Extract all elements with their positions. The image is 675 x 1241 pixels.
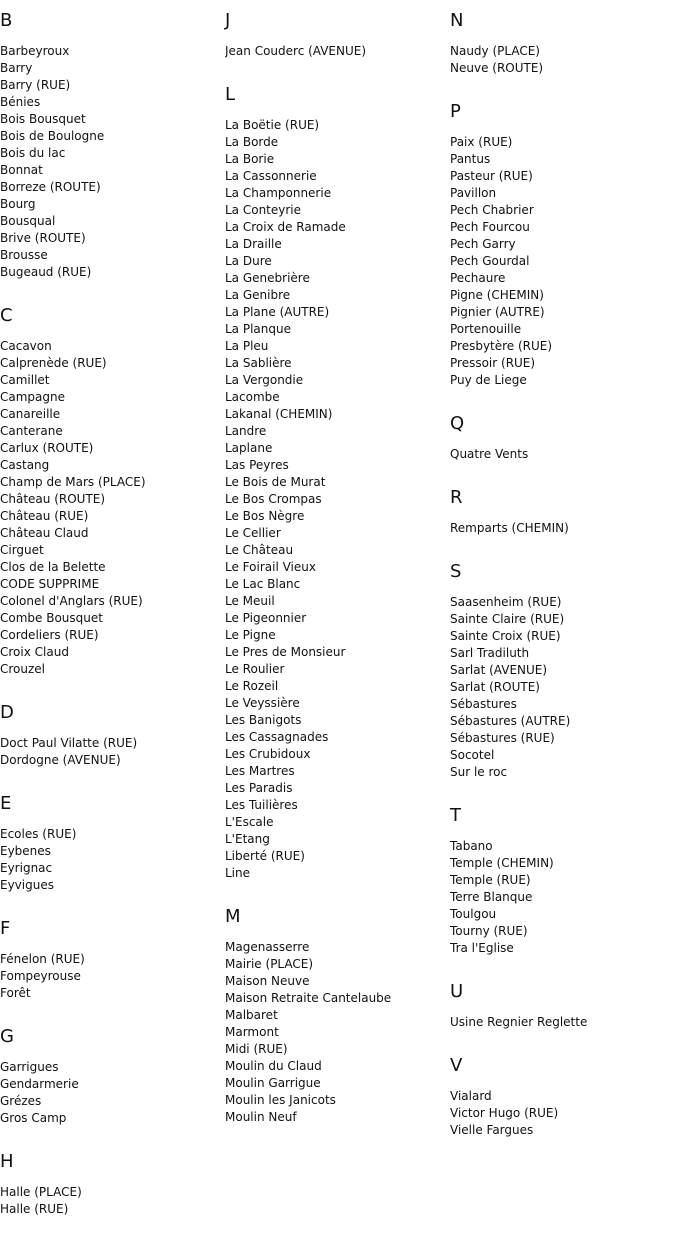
street-item: Campagne	[0, 390, 65, 404]
street-item: Bois du lac	[0, 146, 66, 160]
street-item: Pech Chabrier	[450, 203, 534, 217]
letter-heading: F	[0, 918, 11, 939]
street-item: Champ de Mars (PLACE)	[0, 475, 146, 489]
street-item: Vialard	[450, 1089, 492, 1103]
letter-group	[450, 560, 672, 781]
letter-heading: N	[450, 10, 464, 31]
letter-group	[0, 304, 222, 678]
street-item: Brousse	[0, 248, 48, 262]
street-item: Pressoir (RUE)	[450, 356, 536, 370]
street-item: La Draille	[225, 237, 282, 251]
street-item: Sébastures (RUE)	[450, 731, 555, 745]
letter-heading: G	[0, 1026, 14, 1047]
street-item: Crouzel	[0, 662, 46, 676]
letter-group	[225, 905, 447, 1126]
street-item: Cordeliers (RUE)	[0, 628, 99, 642]
street-item: Cacavon	[0, 339, 52, 353]
street-item: Quatre Vents	[450, 447, 529, 461]
street-item: Neuve (ROUTE)	[450, 61, 544, 75]
letter-heading: M	[225, 906, 241, 927]
letter-heading: S	[450, 561, 462, 582]
street-list	[0, 1184, 222, 1218]
street-item: Moulin les Janicots	[225, 1093, 336, 1107]
street-item: La Champonnerie	[225, 186, 332, 200]
street-list	[225, 43, 447, 60]
street-item: Combe Bousquet	[0, 611, 103, 625]
street-item: Le Pres de Monsieur	[225, 645, 346, 659]
street-item: Les Martres	[225, 764, 295, 778]
street-item: Tourny (RUE)	[450, 924, 528, 938]
street-item: Le Foirail Vieux	[225, 560, 316, 574]
letter-heading: E	[0, 793, 12, 814]
street-item: Sarl Tradiluth	[450, 646, 530, 660]
street-item: Bugeaud (RUE)	[0, 265, 92, 279]
letter-heading: Q	[450, 413, 465, 434]
street-item: Pechaure	[450, 271, 506, 285]
street-item: Paix (RUE)	[450, 135, 513, 149]
street-list	[0, 43, 222, 281]
street-item: Midi (RUE)	[225, 1042, 288, 1056]
index-column-1	[0, 9, 222, 1241]
street-item: La Borie	[225, 152, 275, 166]
index-column-3	[450, 9, 672, 1162]
street-item: Marmont	[225, 1025, 279, 1039]
street-item: Eybenes	[0, 844, 51, 858]
street-item: Gendarmerie	[0, 1077, 79, 1091]
street-item: Les Crubidoux	[225, 747, 311, 761]
street-list	[225, 939, 447, 1126]
street-item: Le Bos Crompas	[225, 492, 322, 506]
street-item: Sébastures	[450, 697, 517, 711]
street-item: Barbeyroux	[0, 44, 70, 58]
letter-heading: H	[0, 1151, 14, 1172]
street-list	[0, 338, 222, 678]
street-item: Barry (RUE)	[0, 78, 71, 92]
street-item: Canterane	[0, 424, 63, 438]
street-item: CODE SUPPRIME	[0, 577, 100, 591]
street-item: Château Claud	[0, 526, 89, 540]
letter-heading: L	[225, 84, 236, 105]
street-list	[450, 1014, 672, 1031]
street-item: Carlux (ROUTE)	[0, 441, 94, 455]
letter-group	[450, 486, 672, 537]
street-item: Le Rozeil	[225, 679, 279, 693]
letter-group	[450, 804, 672, 957]
street-item: Naudy (PLACE)	[450, 44, 540, 58]
street-item: Forêt	[0, 986, 31, 1000]
street-item: Terre Blanque	[450, 890, 533, 904]
street-item: La Genibre	[225, 288, 291, 302]
street-list	[0, 735, 222, 769]
street-item: Puy de Liege	[450, 373, 527, 387]
street-item: Le Roulier	[225, 662, 285, 676]
street-item: Les Paradis	[225, 781, 293, 795]
street-item: Las Peyres	[225, 458, 289, 472]
street-item: Bois de Boulogne	[0, 129, 105, 143]
street-item: Presbytère (RUE)	[450, 339, 553, 353]
street-item: Socotel	[450, 748, 495, 762]
street-item: Magenasserre	[225, 940, 310, 954]
street-item: Pech Fourcou	[450, 220, 530, 234]
street-item: Liberté (RUE)	[225, 849, 305, 863]
street-item: Le Pigne	[225, 628, 276, 642]
street-item: Halle (PLACE)	[0, 1185, 82, 1199]
street-list	[450, 520, 672, 537]
street-list	[0, 1059, 222, 1127]
street-item: Remparts (CHEMIN)	[450, 521, 569, 535]
street-item: Line	[225, 866, 251, 880]
street-item: Pech Garry	[450, 237, 516, 251]
street-item: Le Bos Nègre	[225, 509, 305, 523]
street-item: Pasteur (RUE)	[450, 169, 533, 183]
street-item: Lakanal (CHEMIN)	[225, 407, 333, 421]
street-item: Château (ROUTE)	[0, 492, 106, 506]
street-item: Colonel d'Anglars (RUE)	[0, 594, 143, 608]
street-item: La Sablière	[225, 356, 292, 370]
street-item: Pavillon	[450, 186, 497, 200]
street-item: Saasenheim (RUE)	[450, 595, 562, 609]
letter-heading: P	[450, 101, 461, 122]
street-item: Usine Regnier Reglette	[450, 1015, 588, 1029]
street-item: Toulgou	[450, 907, 497, 921]
street-item: Sarlat (AVENUE)	[450, 663, 548, 677]
street-item: Sébastures (AUTRE)	[450, 714, 571, 728]
street-item: Brive (ROUTE)	[0, 231, 86, 245]
street-item: Pignier (AUTRE)	[450, 305, 545, 319]
street-item: Pantus	[450, 152, 491, 166]
letter-heading: D	[0, 702, 14, 723]
street-item: Le Pigeonnier	[225, 611, 307, 625]
letter-group	[0, 1025, 222, 1127]
street-item: Sainte Claire (RUE)	[450, 612, 565, 626]
street-item: Victor Hugo (RUE)	[450, 1106, 559, 1120]
letter-group	[450, 9, 672, 77]
street-item: L'Etang	[225, 832, 270, 846]
street-item: Temple (RUE)	[450, 873, 531, 887]
letter-group	[0, 1150, 222, 1218]
street-item: Les Banigots	[225, 713, 302, 727]
letter-group	[0, 9, 222, 281]
letter-heading: V	[450, 1055, 463, 1076]
street-list	[450, 446, 672, 463]
letter-group	[0, 917, 222, 1002]
street-item: Dordogne (AVENUE)	[0, 753, 121, 767]
street-item: Maison Retraite Cantelaube	[225, 991, 392, 1005]
street-item: Tabano	[450, 839, 493, 853]
letter-heading: T	[450, 805, 461, 826]
street-item: Fénelon (RUE)	[0, 952, 85, 966]
street-item: La Conteyrie	[225, 203, 302, 217]
street-item: Bois Bousquet	[0, 112, 86, 126]
letter-group	[225, 9, 447, 60]
street-item: Le Meuil	[225, 594, 275, 608]
street-item: Halle (RUE)	[0, 1202, 69, 1216]
street-item: Bousqual	[0, 214, 56, 228]
street-item: Malbaret	[225, 1008, 278, 1022]
letter-group	[450, 100, 672, 389]
street-item: Mairie (PLACE)	[225, 957, 314, 971]
street-item: Moulin Neuf	[225, 1110, 297, 1124]
letter-group	[450, 980, 672, 1031]
street-item: Sur le roc	[450, 765, 508, 779]
street-item: Grézes	[0, 1094, 42, 1108]
street-item: Vielle Fargues	[450, 1123, 534, 1137]
street-item: Borreze (ROUTE)	[0, 180, 101, 194]
street-list	[450, 43, 672, 77]
letter-heading: C	[0, 305, 13, 326]
street-item: La Pleu	[225, 339, 269, 353]
letter-group	[450, 412, 672, 463]
street-item: La Genebrière	[225, 271, 310, 285]
street-item: Camillet	[0, 373, 50, 387]
letter-group	[450, 1054, 672, 1139]
street-item: L'Escale	[225, 815, 274, 829]
street-item: Ecoles (RUE)	[0, 827, 77, 841]
street-item: Moulin du Claud	[225, 1059, 322, 1073]
letter-group	[0, 701, 222, 769]
letter-heading: U	[450, 981, 464, 1002]
street-item: Tra l'Eglise	[450, 941, 514, 955]
street-item: Les Cassagnades	[225, 730, 329, 744]
letter-heading: B	[0, 10, 13, 31]
street-list	[0, 826, 222, 894]
street-item: Bonnat	[0, 163, 43, 177]
street-list	[225, 117, 447, 882]
street-item: Les Tuilières	[225, 798, 298, 812]
street-item: Cirguet	[0, 543, 44, 557]
street-item: La Dure	[225, 254, 272, 268]
street-item: La Vergondie	[225, 373, 304, 387]
street-item: Jean Couderc (AVENUE)	[225, 44, 367, 58]
street-item: Le Veyssière	[225, 696, 300, 710]
street-item: Portenouille	[450, 322, 522, 336]
street-item: Eyrignac	[0, 861, 53, 875]
street-item: Sarlat (ROUTE)	[450, 680, 540, 694]
street-item: Canareille	[0, 407, 61, 421]
letter-heading: J	[225, 10, 231, 31]
street-item: La Planque	[225, 322, 291, 336]
street-item: La Cassonnerie	[225, 169, 317, 183]
street-list	[450, 594, 672, 781]
street-item: Le Bois de Murat	[225, 475, 326, 489]
street-item: Fompeyrouse	[0, 969, 81, 983]
street-list	[450, 1088, 672, 1139]
letter-group	[0, 792, 222, 894]
street-item: La Croix de Ramade	[225, 220, 346, 234]
street-item: Castang	[0, 458, 50, 472]
street-item: Garrigues	[0, 1060, 59, 1074]
street-item: Sainte Croix (RUE)	[450, 629, 561, 643]
street-item: Gros Camp	[0, 1111, 67, 1125]
index-column-2	[225, 9, 447, 1149]
street-item: Clos de la Belette	[0, 560, 106, 574]
street-item: Eyvigues	[0, 878, 54, 892]
street-item: Le Lac Blanc	[225, 577, 301, 591]
street-item: Le Cellier	[225, 526, 281, 540]
street-item: La Plane (AUTRE)	[225, 305, 330, 319]
street-list	[0, 951, 222, 1002]
street-item: Laplane	[225, 441, 273, 455]
street-item: Bénies	[0, 95, 41, 109]
street-item: Lacombe	[225, 390, 280, 404]
street-list	[450, 134, 672, 389]
street-item: Maison Neuve	[225, 974, 310, 988]
street-item: Bourg	[0, 197, 36, 211]
street-item: Château (RUE)	[0, 509, 89, 523]
street-item: Calprenède (RUE)	[0, 356, 107, 370]
letter-group	[225, 83, 447, 882]
street-item: Temple (CHEMIN)	[450, 856, 554, 870]
street-item: Pigne (CHEMIN)	[450, 288, 544, 302]
street-item: Landre	[225, 424, 267, 438]
street-item: Barry	[0, 61, 33, 75]
street-item: Pech Gourdal	[450, 254, 530, 268]
street-list	[450, 838, 672, 957]
street-item: La Boëtie (RUE)	[225, 118, 320, 132]
letter-heading: R	[450, 487, 463, 508]
street-item: Moulin Garrigue	[225, 1076, 321, 1090]
street-item: Croix Claud	[0, 645, 69, 659]
street-item: Doct Paul Vilatte (RUE)	[0, 736, 138, 750]
street-item: Le Château	[225, 543, 294, 557]
street-item: La Borde	[225, 135, 279, 149]
